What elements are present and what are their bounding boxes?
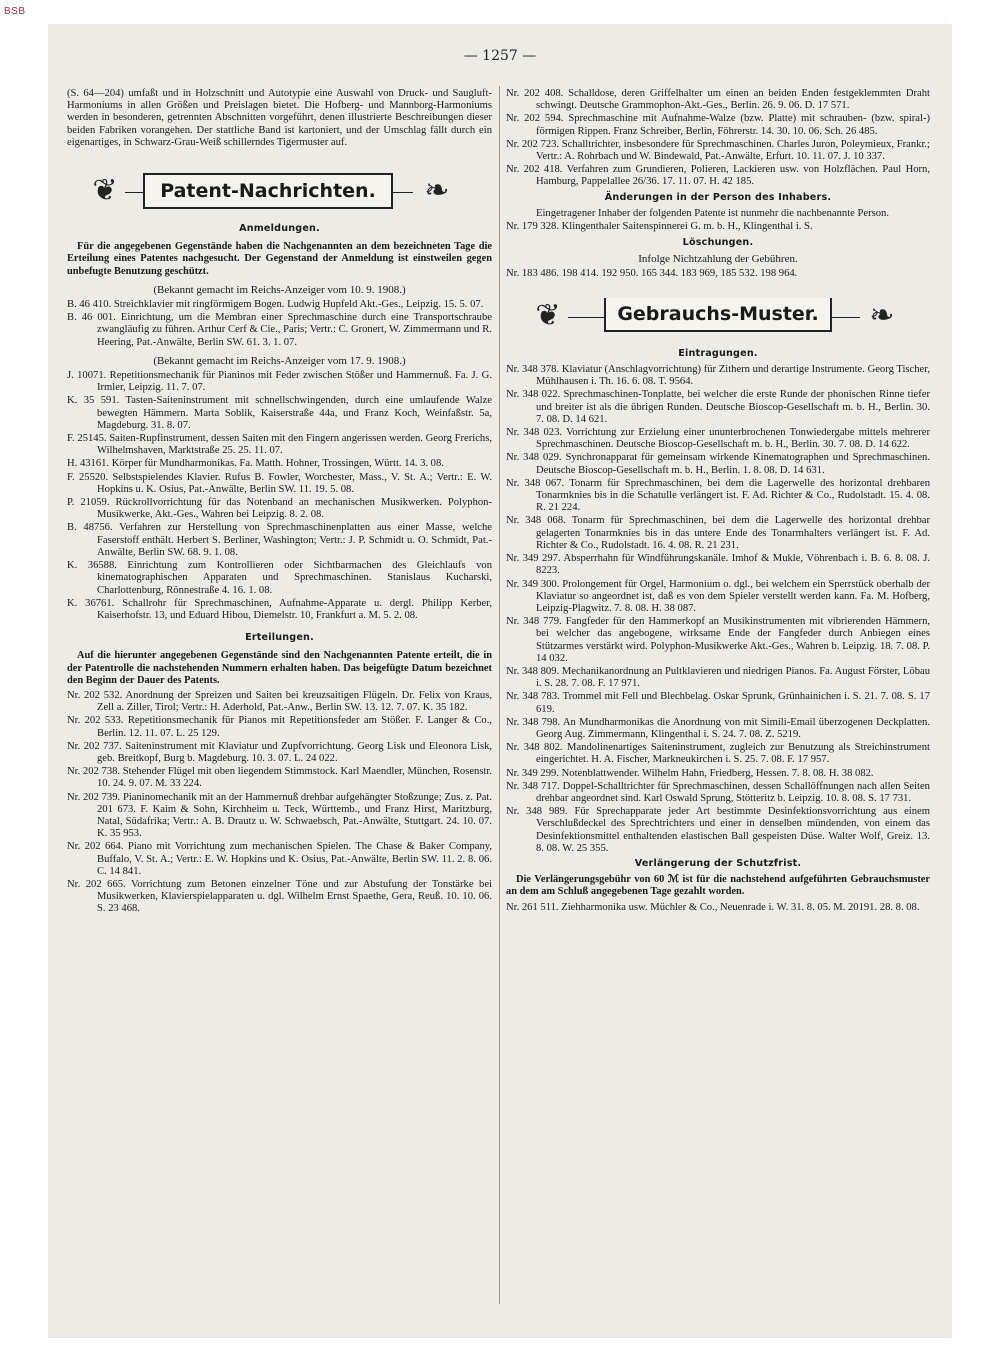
aenderungen-heading: Änderungen in der Person des Inhabers. <box>604 191 832 203</box>
ornament-right-icon: ❧ <box>424 174 450 208</box>
list-item: J. 10071. Repetitionsmechanik für Pianinos mit Feder zwischen Stößer und Hammernuß. Fa. J. G. Irmler, Leipzig. 11. 7. 07. <box>67 370 492 394</box>
list-item: Nr. 202 723. Schalltrichter, insbesondere für Sprechmaschinen. Charles Juron, Poleymieux, Frankr.; Vertr.: A. Rohrbach und W. Bindewald, Pat.-Anwälte, Erfurt. 10. 11. 07. J. 10 337. <box>506 138 930 163</box>
banner-rule-right <box>391 192 413 193</box>
banner-rule-left <box>125 192 143 193</box>
list-item: Nr. 202 418. Verfahren zum Grundieren, Polieren, Lackieren usw. von Holzflächen. Paul Horn, Hamburg, Pappelallee 26/36. 17. 11. 07. H. 42 185. <box>506 164 930 188</box>
loeschungen-entry: Nr. 183 486. 198 414. 192 950. 165 344. 183 969, 185 532. 198 964. <box>506 267 798 279</box>
list-item: F. 25145. Saiten-Rupfinstrument, dessen Saiten mit den Fingern angerissen werden. Georg Frerichs, Wilhelmshaven, Marktstraße 25. 25. 11. 07. <box>67 433 492 457</box>
erteilungen-continued <box>506 88 930 189</box>
banner-title: Patent-Nachrichten. <box>143 173 393 209</box>
loeschungen-heading: Löschungen. <box>682 237 754 249</box>
anmeldungen-group-2 <box>67 370 492 622</box>
list-item: K. 36761. Schallrohr für Sprechmaschinen, Aufnahme-Apparate u. dergl. Philipp Kerber, Kaiserhofstr. 13, und Eduard Hibou, Diemelstr. 10, Frankfurt a. M. 5. 2. 08. <box>67 597 492 621</box>
list-item: Nr. 349 297. Absperrhahn für Windführungskanäle. Imhof & Mukle, Vöhrenbach i. B. 6. 8. 08. J. 8223. <box>506 553 931 577</box>
anmeldungen-group-1 <box>67 299 492 349</box>
list-item: F. 25520. Selbstspielendes Klavier. Rufus B. Fowler, Worchester, Mass., V. St. A.; Vertr.: E. W. Hopkins u. K. Osius, Pat.-Anwälte, Berlin SW. 11. 19. 5. 08. <box>67 471 492 495</box>
list-item: Nr. 348 809. Mechanikanordnung an Pultklavieren und niedrigen Pianos. Fa. August Förster, Löbau i. S. 28. 7. 08. F. 17 971. <box>506 665 930 690</box>
list-item: Nr. 261 511. Ziehharmonika usw. Müchler & Co., Neuenrade i. W. 31. 8. 05. M. 20191. 28. 8. 08. <box>506 901 920 913</box>
banner-rule-right <box>830 317 860 318</box>
list-item: Nr. 202 737. Saiteninstrument mit Klaviatur und Zupfvorrichtung. Georg Lisk und Eleonora Lisk, geb. Breitkopf, Burg b. Magdeburg. 10. 3. 07. L. 24 022. <box>67 740 493 764</box>
list-item: Nr. 348 023. Vorrichtung zur Erzielung einer ununterbrochenen Tonwiedergabe mittels mehrerer Sprechmaschinen. Deutsche Bioscop-Gesellschaft m. b. H., Berlin. 30. 7. 08. D. 14 622. <box>506 427 930 451</box>
right-column <box>506 88 930 915</box>
list-item: Nr. 348 067. Tonarm für Sprechmaschinen, bei dem die Lagerwelle des horizontal drehbaren Tonarmknies bis in die Schatulle verlängert ist. F. Ad. Richter & Co., Rudolstadt. 15. 4. 08. R. 21 224. <box>506 477 930 514</box>
banner-title: Gebrauchs-Muster. <box>604 298 832 332</box>
list-item: P. 21059. Rückrollvorrichtung für das Notenband an mechanischen Musikwerken. Polyphon-Musikwerke, Akt.-Ges., Wahren bei Leipzig. 8. 2. 08. <box>67 497 492 521</box>
eintragungen-group <box>506 364 930 855</box>
list-item: Nr. 202 738. Stehender Flügel mit oben liegendem Stimmstock. Karl Maendler, München, Rosenstr. 10. 24. 9. 07. M. 33 224. <box>67 766 492 790</box>
eintragungen-heading: Eintragungen. <box>678 347 758 359</box>
list-item: Nr. 202 532. Anordnung der Spreizen und Saiten bei kreuzsaitigen Flügeln. Dr. Felix von Kraus, Zell a. Ziller, Tirol; Vertr.: H. Aderhold, Pat.-Anw., Berlin SW. 13. 12. 7. 07. K. 35 182. <box>67 689 492 714</box>
ornament-right-icon: ❧ <box>869 298 895 332</box>
publication-note-1: (Bekannt gemacht im Reichs-Anzeiger vom 10. 9. 1908.) <box>153 283 406 296</box>
ornament-left-icon: ❦ <box>535 298 561 332</box>
banner-rule-left <box>568 317 604 318</box>
erteilungen-heading: Erteilungen. <box>245 632 314 644</box>
list-item: Nr. 348 029. Synchronapparat für gemeinsam wirkende Kinematographen und Sprechmaschinen. Deutsche Bioscop-Gesellschaft m. b. H., Berlin. 1. 8. 08. D. 14 631. <box>506 452 930 476</box>
list-item: Nr. 349 300. Prolongement für Orgel, Harmonium o. dgl., bei welchem ein Sperrstück oberhalb der Klaviatur so angeordnet ist, daß es von dem Spieler verstellt werden kann. Fa. M. Hofberg, Leipzig-Plagwitz. 7. 8. 08. H. 38 087. <box>506 578 930 614</box>
anmeldungen-heading: Anmeldungen. <box>239 223 320 235</box>
list-item: Nr. 348 798. An Mundharmonikas die Anordnung von mit Simili-Email überzogenen Deckplatten. Georg Aug. Zimmermann, Klingenthal i. S. 24. 7. 08. Z. 5219. <box>506 716 930 740</box>
list-item: Nr. 348 783. Trommel mit Fell und Blechbelag. Oskar Sprunk, Grünhainichen i. S. 21. 7. 08. S. 17 619. <box>506 691 930 715</box>
list-item: Nr. 348 068. Tonarm für Sprechmaschinen, bei dem die Lagerwelle des horizontal drehbar gelagerten Tonarmknies bis in das untere Ende des Tonarmhalters verlängert ist. F. Ad. Richter & Co., Rudolstadt. 16. 4. 08. R. 21 231. <box>506 515 930 551</box>
list-item: Nr. 349 299. Notenblattwender. Wilhelm Hahn, Friedberg, Hessen. 7. 8. 08. H. 38 082. <box>506 767 874 779</box>
list-item: Nr. 348 022. Sprechmaschinen-Tonplatte, bei welcher die erste Runde der phonischen Rinne tiefer und breiter ist als die übrigen Runden. Deutsche Bioscop-Gesellschaft m. b. H., Berlin. 30. 7. 08. D. 14 621. <box>506 389 930 425</box>
column-divider <box>499 86 500 1304</box>
list-item: Nr. 202 533. Repetitionsmechanik für Pianos mit Repetitionsfeder am Stößer. F. Langer & Co., Berlin. 12. 11. 07. L. 25 129. <box>67 715 493 739</box>
left-column <box>67 88 492 917</box>
list-item: Nr. 202 739. Pianinomechanik mit an der Hammernuß drehbar aufgehängter Stoßzunge; Zus. z. Pat. 201 673. F. Kaim & Sohn, Kirchheim u. Teck, Württemb., und Franz Hirst, Maritzburg, Natal, Südafrika; Vertr.: A. B. Drautz u. W. Schwaebsch, Pat.-Anwälte, Stuttgart. 24. 10. 07. K. 35 953. <box>67 791 493 840</box>
list-item: Nr. 202 594. Sprechmaschine mit Aufnahme-Walze (bzw. Platte) mit schrauben- (bzw. spiral-) förmigen Rippen. Franz Schreiber, Berlin, Föhrerstr. 14. 30. 10. 06. Sch. 26 485. <box>506 113 930 137</box>
list-item: Nr. 348 802. Mandolinenartiges Saiteninstrument, zugleich zur Benutzung als Streichinstrument eingerichtet. H. A. Fischer, Markneukirchen i. S. 25. 7. 08. F. 17 957. <box>506 742 930 766</box>
list-item: H. 43161. Körper für Mundharmonikas. Fa. Matth. Hohner, Trossingen, Württ. 14. 3. 08. <box>67 458 444 470</box>
list-item: Nr. 179 328. Klingenthaler Saitenspinnerei G. m. b. H., Klingenthal i. S. <box>506 221 813 233</box>
anmeldungen-intro: Für die angegebenen Gegenstände haben die Nachgenannten an dem bezeichneten Tage die Erteilung eines Patentes nachgesucht. Der Gegenstand der Anmeldung ist einstweilen gegen unbefugte Benutzung geschützt. <box>67 241 492 277</box>
gebrauchs-muster-banner <box>506 292 930 340</box>
bsb-logo: BSB <box>4 6 26 17</box>
list-item: Nr. 202 408. Schalldose, deren Griffelhalter um einen an beiden Enden festgeklemmten Draht schwingt. Deutsche Grammophon-Akt.-Ges., Berlin. 26. 9. 06. D. 17 571. <box>506 88 930 112</box>
list-item: Nr. 202 665. Vorrichtung zum Betonen einzelner Töne und zur Abstufung der Tonstärke bei Musikwerken, Klavierspielapparaten u. dgl. Wilhelm Ernst Spaethe, Gera, Reuß. 10. 10. 06. S. 23 468. <box>67 878 492 915</box>
loeschungen-sub: Infolge Nichtzahlung der Gebühren. <box>638 253 798 266</box>
page-number: — 1257 — <box>463 48 537 64</box>
list-item: B. 48756. Verfahren zur Herstellung von Sprechmaschinenplatten aus einer Masse, welche Faserstoff enthält. Herbert S. Berliner, Washington; Vertr.: J. P. Schmidt u. O. Schmidt, Pat.-Anwälte, Berlin SW. 68. 9. 1. 08. <box>67 522 492 558</box>
verlaengerung-intro: Die Verlängerungsgebühr von 60 ℳ ist für die nachstehend aufgeführten Gebrauchsmuster an dem am Schluß angegebenen Tage gezahlt worden. <box>506 874 930 898</box>
intro-paragraph: (S. 64—204) umfaßt und in Holzschnitt und Autotypie eine Auswahl von Druck- und Saugluft-Harmoniums in allen Größen und Preislagen bietet. Die Hofberg- und Mannborg-Harmoniums werden in besonderen, getrennten Abschnitten vorgeführt, denen illustrierte Beschreibungen dieser beiden Fabriken vorangehen. Der stattliche Band ist kartoniert, und der Umschlag fällt durch ein eigenartiges, in Schwarz-Grau-Weiß schillerndes Tigermuster auf. <box>67 88 492 148</box>
publication-note-2: (Bekannt gemacht im Reichs-Anzeiger vom 17. 9. 1908.) <box>153 354 406 367</box>
verlaengerung-heading: Verlängerung der Schutzfrist. <box>634 857 802 869</box>
erteilungen-intro: Auf die hierunter angegebenen Gegenstände sind den Nachgenannten Patente erteilt, die in der Patentrolle die nachstehenden Nummern erhalten haben. Das beigefügte Datum bezeichnet den Beginn der Dauer des Patents. <box>67 650 492 686</box>
list-item: B. 46 001. Einrichtung, um die Membran einer Sprechmaschine durch eine Transportschraube zwangläufig zu führen. Arthur Cerf & Cie., Paris; Vertr.: C. Gronert, W. Zimmermann und R. Heering, Pat.-Anwälte, Berlin SW. 61. 3. 1. 07. <box>67 312 492 348</box>
aenderungen-intro: Eingetragener Inhaber der folgenden Patente ist nunmehr die nachbenannte Person. <box>536 207 889 219</box>
list-item: Nr. 348 779. Fangfeder für den Hammerkopf an Musikinstrumenten mit vibrierenden Hämmern, bei welcher das angebogene, wirksame Ende der Fangfeder durch Anbiegen eines Stützarmes verstärkt wird. Polyphon-Musikwerke Akt.-Ges., Wahren b. Leipzig. 18. 7. 08. P. 14 032. <box>506 616 931 664</box>
patent-nachrichten-banner <box>67 167 492 215</box>
list-item: Nr. 202 664. Piano mit Vorrichtung zum mechanischen Spielen. The Chase & Baker Company, Buffalo, V. St. A.; Vertr.: E. W. Hopkins und K. Osius, Pat.-Anwälte, Berlin SW. 11. 2. 8. 06. C. 14 841. <box>67 841 493 877</box>
list-item: K. 35 591. Tasten-Saiteninstrument mit schnellschwingenden, durch eine umlaufende Walze bewegten Hämmern. Marta Soblik, Kaiserstraße 44a, und Franz Koch, Weinfaßstr. 5a, Magdeburg. 31. 8. 07. <box>67 395 493 431</box>
list-item: B. 46 410. Streichklavier mit ringförmigem Bogen. Ludwig Hupfeld Akt.-Ges., Leipzig. 15. 5. 07. <box>67 299 484 311</box>
list-item: K. 36588. Einrichtung zum Kontrollieren oder Sichtbarmachen des Gleichlaufs von kinematographischen Apparaten und Sprechmaschinen. Stanislaus Kucharski, Charlottenburg, Rönnestraße 4. 16. 1. 08. <box>67 560 492 596</box>
list-item: Nr. 348 989. Für Sprechapparate jeder Art bestimmte Desinfektionsvorrichtung aus einem Verschlußdeckel des Sprechtrichters und einer in denselben mündenden, von einem das Desinfektionsmittel enthaltenden elastischen Ball gespeisten Düse. Walter Wolf, Greiz. 13. 8. 08. W. 25 355. <box>506 806 930 854</box>
list-item: Nr. 348 378. Klaviatur (Anschlagvorrichtung) für Zithern und derartige Instrumente. Georg Tischer, Mühlhausen i. Th. 16. 6. 08. T. 9564. <box>506 364 930 388</box>
list-item: Nr. 348 717. Doppel-Schalltrichter für Sprechmaschinen, dessen Schallöffnungen nach allen Seiten drehbar angeordnet sind. Karl Oswald Sprung, Stötteritz b. Leipzig. 10. 8. 08. S. 17 731. <box>506 780 930 804</box>
erteilungen-group <box>67 690 492 916</box>
ornament-left-icon: ❦ <box>92 174 118 208</box>
